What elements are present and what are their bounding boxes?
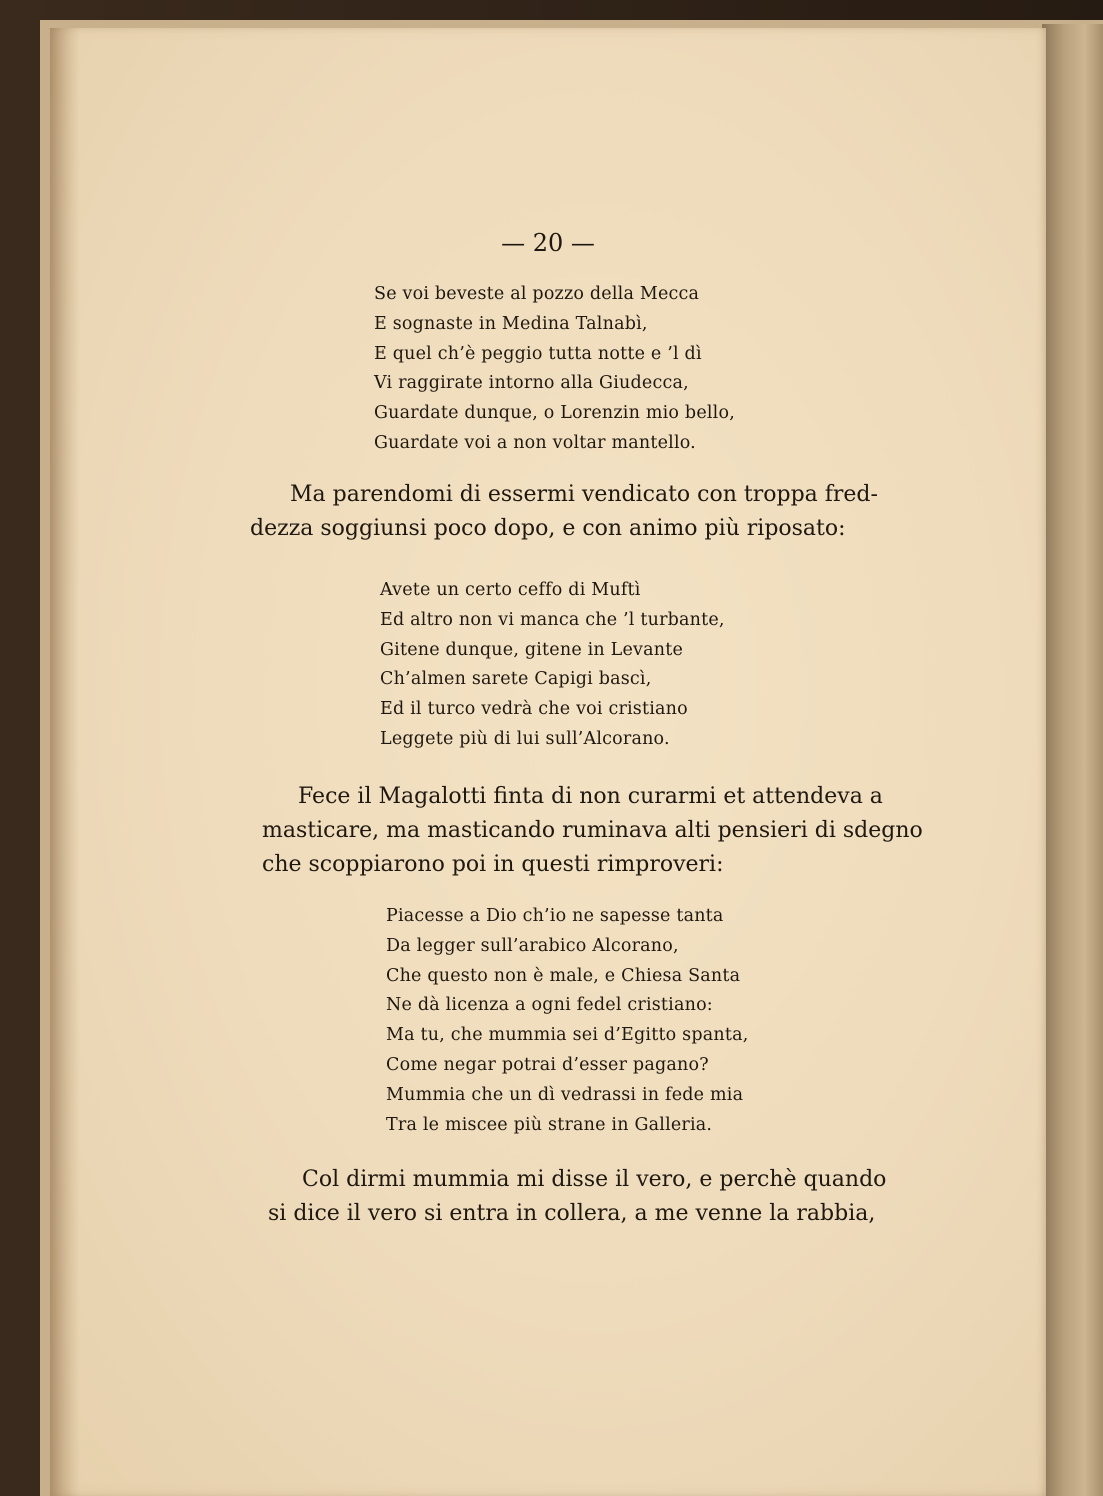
prose-line: si dice il vero si entra in collera, a me venne la rabbia, (268, 1201, 876, 1226)
verse-line: Ne dà licenza a ogni fedel cristiano: (386, 995, 713, 1016)
verse-line: E quel ch’è peggio tutta notte e ’l dì (374, 343, 702, 364)
verse-line: Avete un certo ceffo di Muftì (380, 580, 641, 600)
verse-line: Ed il turco vedrà che voi cristiano (380, 699, 688, 720)
prose-line: Col dirmi mummia mi disse il vero, e perchè quando (302, 1167, 887, 1192)
verse-stanza-2 (380, 576, 725, 755)
verse-line: Ch’almen sarete Capigi bascì, (380, 669, 652, 690)
verse-line: Vi raggirate intorno alla Giudecca, (374, 373, 689, 394)
prose-line: Fece il Magalotti finta di non curarmi et attendeva a (298, 784, 883, 809)
prose-paragraph-3 (268, 1163, 887, 1231)
verse-line: Se voi beveste al pozzo della Mecca (374, 284, 700, 304)
prose-line: che scoppiarono poi in questi rimproveri: (262, 852, 724, 877)
prose-line: Ma parendomi di essermi vendicato con troppa fred- (290, 482, 878, 507)
verse-line: Guardate dunque, o Lorenzin mio bello, (374, 403, 735, 424)
verse-line: Come negar potrai d’esser pagano? (386, 1054, 709, 1075)
page-number: — 20 — (501, 229, 595, 257)
verse-line: Mummia che un dì vedrassi in fede mia (386, 1084, 744, 1105)
verse-line: Che questo non è male, e Chiesa Santa (386, 965, 741, 986)
verse-stanza-3 (386, 902, 749, 1140)
prose-line: masticare, ma masticando ruminava alti pensieri di sdegno (262, 818, 923, 843)
verse-line: Da legger sull’arabico Alcorano, (386, 935, 679, 956)
prose-paragraph-2 (262, 780, 923, 882)
verse-line: Gitene dunque, gitene in Levante (380, 639, 684, 660)
verse-line: Tra le miscee più strane in Galleria. (386, 1114, 713, 1135)
verse-line: Piacesse a Dio ch’io ne sapesse tanta (386, 906, 724, 926)
verse-line: Guardate voi a non voltar mantello. (374, 432, 696, 453)
prose-paragraph-1 (250, 478, 878, 546)
prose-line: dezza soggiunsi poco dopo, e con animo più riposato: (250, 516, 846, 541)
verse-line: Ed altro non vi manca che ’l turbante, (380, 609, 725, 630)
verse-line: Leggete più di lui sull’Alcorano. (380, 728, 670, 749)
verse-stanza-1 (374, 280, 735, 459)
verse-line: E sognaste in Medina Talnabì, (374, 313, 648, 334)
verse-line: Ma tu, che mummia sei d’Egitto spanta, (386, 1025, 749, 1046)
